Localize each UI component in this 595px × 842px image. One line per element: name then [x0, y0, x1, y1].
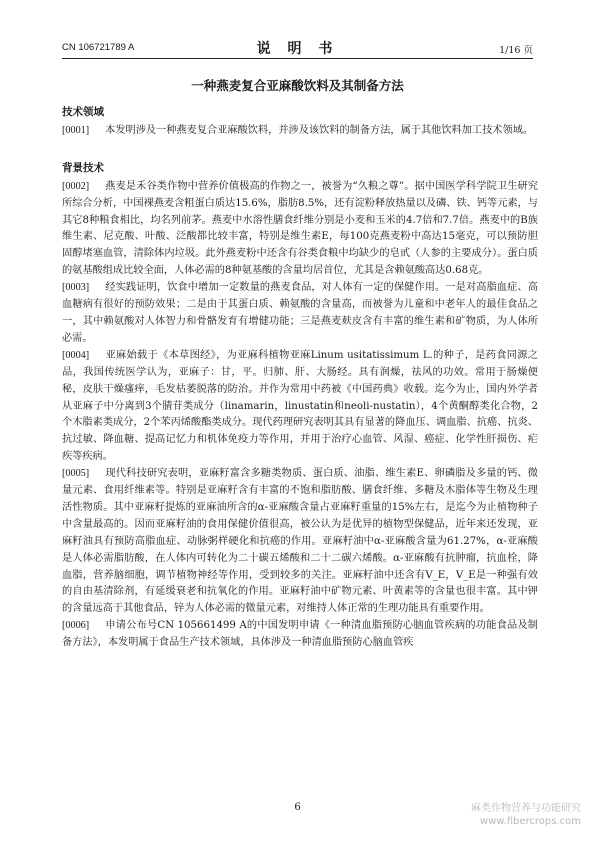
paragraph-number: [0006] [62, 620, 90, 632]
watermark-line-2: www.fibercrops.com [479, 816, 581, 827]
paragraph-text: 燕麦是禾谷类作物中营养价值极高的作物之一，被誉为“久粮之尊”。据中国医学科学院卫生研究所综合分析，中国裸燕麦含粗蛋白质达15.6%，脂肪8.5%，还有淀粉释放热量以及磷、铁、钙等元素，与其它8种粮食相比，均名列前茅。燕麦中水溶性膳食纤维分别是小麦和玉米的4.7倍和7.7倍。燕麦中的B族维生素、尼克酸、叶酸、泛酸都比较丰富，特别是维生素E，每100克燕麦粉中高达15毫克，可以预防胆固醇堵塞血管，清除体内垃圾。此外燕麦粉中还含有谷类食粮中均缺少的皂甙（人参的主要成分）。蛋白质的氨基酸组成比较全面，人体必需的8种氨基酸的含量均居首位，尤其是含赖氨酸高达0.68克。 [62, 180, 538, 277]
paragraph [62, 123, 538, 140]
paragraph-number: [0002] [62, 180, 90, 192]
paragraph-text: 本发明涉及一种燕麦复合亚麻酸饮料，并涉及该饮料的制备方法，属于其他饮料加工技术领域。 [105, 124, 534, 136]
page-indicator: 1/16 页 [499, 45, 533, 56]
doc-type: 说 明 书 [256, 41, 339, 57]
paragraph-number: [0004] [62, 349, 90, 361]
paragraph [62, 466, 538, 618]
watermark-line-1: 麻类作物营养与功能研究 [471, 803, 581, 814]
paragraph [62, 618, 538, 652]
section-heading-background: 背景技术 [62, 161, 104, 174]
paragraph-text: 现代科技研究表明，亚麻籽富含多糖类物质、蛋白质、油脂、维生素E、卵磷脂及多量的钙、微量元素、食用纤维素等。特别是亚麻籽含有丰富的不饱和脂肪酸、膳食纤维、多糖及木脂体等生物及生理活性物质。其中亚麻籽提炼的亚麻油所含的α-亚麻酸含量占亚麻籽重量的15%左右，是迄今为止植物种子中含量最高的。因而亚麻籽油的食用保健价值很高，被公认为是优异的植物型保健品，近年来还发现，亚麻籽油具有预防高脂血症、动脉粥样硬化和抗癌的作用。亚麻籽油中α-亚麻酸含量为61.27%，α-亚麻酸是人体必需脂肪酸，在人体内可转化为二十碳五烯酸和二十二碳六烯酸。α-亚麻酸有抗肿瘤，抗血栓，降血脂，营养脑细胞，调节植物神经等作用，受到较多的关注。亚麻籽油中还含有V_E，V_E是一种强有效的自由基清除剂，有延缓衰老和抗氧化的作用。亚麻籽油中矿物元素、叶黄素等的含量也很丰富。其中钾的含量远高于其他食品，锌为人体必需的微量元素，对维持人体正常的生理功能具有重要作用。 [62, 468, 538, 615]
paragraph-number: [0005] [62, 468, 90, 480]
page-number: 6 [294, 802, 301, 813]
paragraph-number: [0003] [62, 282, 90, 294]
section-heading-tech-field: 技术领域 [62, 106, 104, 118]
paragraph [62, 348, 538, 466]
header-rule [62, 58, 533, 59]
paragraph [62, 179, 538, 280]
document-title: 一种燕麦复合亚麻酸饮料及其制备方法 [191, 78, 404, 93]
page-header [62, 38, 533, 56]
paragraph [62, 280, 538, 348]
paragraph-number: [0001] [62, 124, 90, 136]
doc-number: CN 106721789 A [62, 42, 135, 53]
document-body [62, 104, 538, 652]
paragraph-text: 申请公布号CN 105661499 A的中国发明申请《一种清血脂预防心脑血管疾病的功能食品及制备方法》，本发明属于食品生产技术领域，具体涉及一种清血脂预防心脑血管疾 [62, 620, 538, 649]
paragraph-text: 亚麻始载于《本草图经》，为亚麻科植物亚麻Linum usitatissimum L.的种子，是药食同源之品，我国传统医学认为，亚麻子：甘，平。归肺、肝、大肠经。具有润燥，祛风的功效。常用于肠燥便秘，皮肤干燥瘙痒，毛发枯萎脱落的防治。并作为常用中药被《中国药典》收载。迄今为止，国内外学者从亚麻子中分离到3个腈苷类成分（linamarin，linustatin和neoli-nustatin），4个黄酮醇类化合物，2个木脂素类成分，2个苯丙烯酸酯类成分。现代药理研究表明其具有显著的降血压、调血脂、抗癌、抗炎、抗过敏、降血糖、提高记忆力和机体免疫力等作用，并用于治疗心血管、风湿、癌症、化学性肝损伤、疟疾等疾病。 [62, 349, 538, 463]
watermark [471, 802, 581, 828]
paragraph-text: 经实践证明，饮食中增加一定数量的燕麦食品，对人体有一定的保健作用。一是对高脂血症、高血糖病有很好的预防效果；二是由于其蛋白质、赖氨酸的含量高，而被誉为儿童和中老年人的最佳食品之一，其中赖氨酸对人体智力和骨骼发育有增健功能；三是燕麦麸皮含有丰富的维生素和矿物质，为人体所必需。 [62, 282, 538, 344]
